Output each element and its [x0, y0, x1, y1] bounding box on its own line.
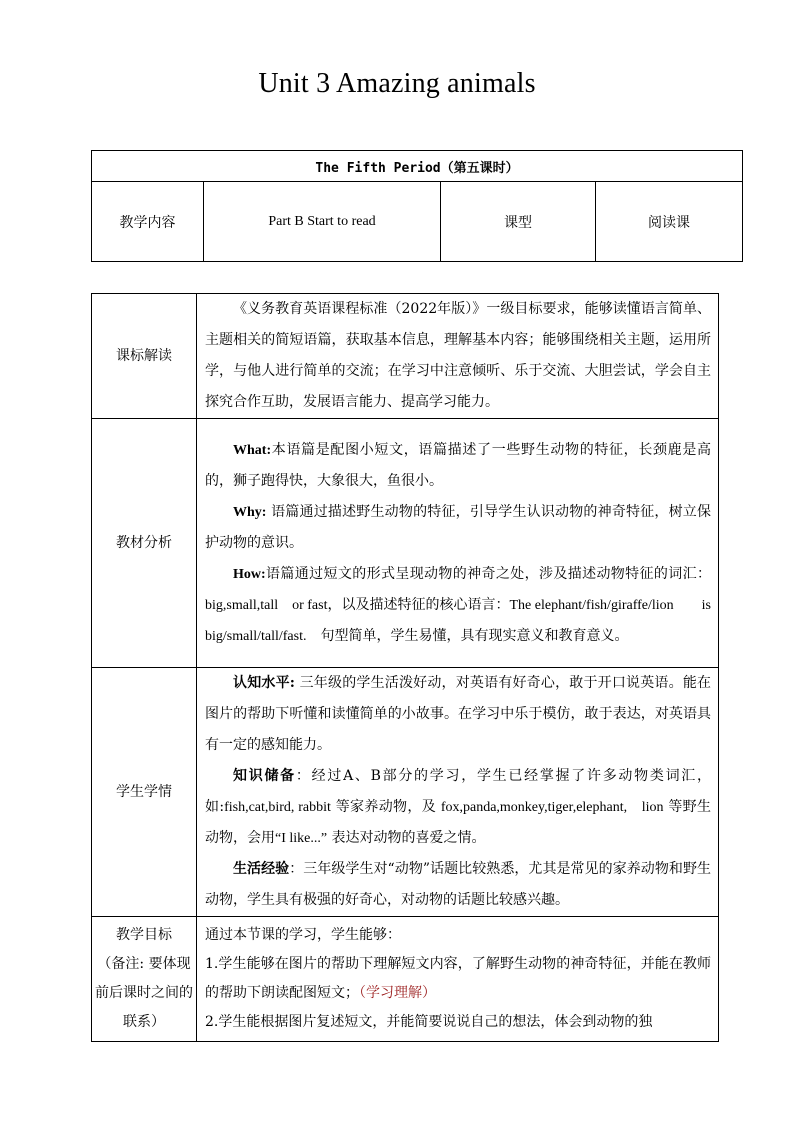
objectives-intro: 通过本节课的学习，学生能够：	[205, 927, 401, 943]
why-label: Why:	[233, 504, 267, 520]
how-label: How:	[233, 566, 266, 582]
standard-row	[92, 294, 719, 419]
how-text-1: 语篇通过短文的形式呈现动物的神奇之处，涉及描述动物特征的词汇：	[265, 565, 711, 582]
period-title: The Fifth Period（第五课时）	[92, 151, 743, 182]
students-row	[92, 668, 719, 917]
standard-text: 《义务教育英语课程标准（2022年版）》一级目标要求，能够读懂语言简单、主题相关的简短语篇，获取基本信息，理解基本内容；能够围绕相关主题，运用所学，与他人进行简单的交流；在学习中注意倾听、乐于交流、大胆尝试，学会自主探究合作互助，发展语言能力、提高学习能力。	[205, 301, 711, 410]
objective-item-1	[205, 950, 711, 1008]
students-knowledge: 知识储备：经过A、B部分的学习，学生已经掌握了许多动物类词汇，如:fish,cat,bird, rabbit 等家养动物，及 fox,panda,monkey,tiger,elephant, lion 等野生动物，会用“I like...” 表达对动物的喜爱之情。	[205, 768, 712, 846]
lesson-header-table	[91, 150, 743, 262]
content-label: 教学内容	[92, 182, 204, 262]
standard-content	[197, 294, 719, 419]
students-label: 学生学情	[92, 668, 197, 917]
knowledge-quote: “I like...”	[275, 831, 328, 846]
knowledge-words-2: fox,panda,monkey,tiger,elephant, lion	[440, 800, 664, 815]
what-label: What:	[233, 442, 272, 458]
knowledge-text-1: 经过A、B部分的学习，学生已经掌握了许多动物类词汇，如:	[205, 768, 712, 815]
cognitive-label: 认知水平:	[233, 675, 295, 691]
knowledge-text-2: 等家养动物，及	[335, 799, 437, 815]
students-cognitive	[205, 668, 711, 761]
material-content	[197, 419, 719, 668]
life-label: 生活经验	[233, 861, 290, 877]
objective-item-2: 2.学生能根据图片复述短文，并能简要说说自己的想法，体会到动物的独	[205, 1014, 653, 1030]
lesson-plan-table	[91, 293, 719, 1042]
objectives-cell	[197, 917, 719, 1042]
page-title: Unit 3 Amazing animals	[258, 68, 536, 99]
objectives-content	[197, 917, 718, 1041]
material-how	[205, 559, 711, 652]
how-sentence: The elephant/fish/giraffe/lion is big/small/tall/fast.	[205, 597, 712, 644]
type-value: 阅读课	[596, 182, 743, 262]
how-text-2: ，以及描述特征的核心语言：	[327, 596, 510, 613]
type-label: 课型	[441, 182, 596, 262]
material-why	[205, 497, 711, 559]
cognitive-text: 三年级的学生活泼好动，对英语有好奇心，敢于开口说英语。能在图片的帮助下听懂和读懂简单的小故事。在学习中乐于模仿，敢于表达，对英语具有一定的感知能力。	[205, 675, 712, 753]
material-row	[92, 419, 719, 668]
students-life: 生活经验：三年级学生对“动物”话题比较熟悉，尤其是常见的家养动物和野生动物，学生具有极强的好奇心，对动物的话题比较感兴趣。	[205, 861, 712, 908]
knowledge-label: 知识储备	[233, 768, 296, 784]
knowledge-text-3: 等野生动物，会用	[205, 799, 712, 846]
material-label: 教材分析	[92, 419, 197, 668]
standard-label: 课标解读	[92, 294, 197, 419]
why-text: 语篇通过描述野生动物的特征，引导学生认识动物的神奇特征，树立保护动物的意识。	[205, 503, 712, 551]
knowledge-words-1: fish,cat,bird, rabbit	[224, 800, 331, 815]
students-content	[197, 668, 719, 917]
objectives-label-note: （备注: 要体现前后课时之间的联系）	[95, 956, 193, 1030]
what-text: 本语篇是配图小短文，语篇描述了一些野生动物的特征，长颈鹿是高的，狮子跑得快，大象很大，鱼很小。	[205, 441, 711, 489]
life-text: 三年级学生对“动物”话题比较熟悉，尤其是常见的家养动物和野生动物，学生具有极强的好奇心，对动物的话题比较感兴趣。	[205, 861, 712, 908]
objectives-label-main: 教学目标	[116, 927, 172, 943]
knowledge-text-4: 表达对动物的喜爱之情。	[331, 830, 486, 846]
objective-item-1-text: 1.学生能够在图片的帮助下理解短文内容，了解野生动物的神奇特征，并能在教师的帮助下朗读配图短文；	[205, 956, 711, 1001]
objective-item-1-tag: （学习理解）	[359, 985, 436, 1001]
material-what	[205, 435, 711, 497]
objectives-label	[92, 917, 197, 1042]
how-text-3: 句型简单，学生易懂，具有现实意义和教育意义。	[320, 627, 629, 644]
content-value: Part B Start to read	[204, 182, 441, 262]
objectives-row	[92, 917, 719, 1042]
how-words: big,small,tall or fast	[205, 597, 328, 613]
